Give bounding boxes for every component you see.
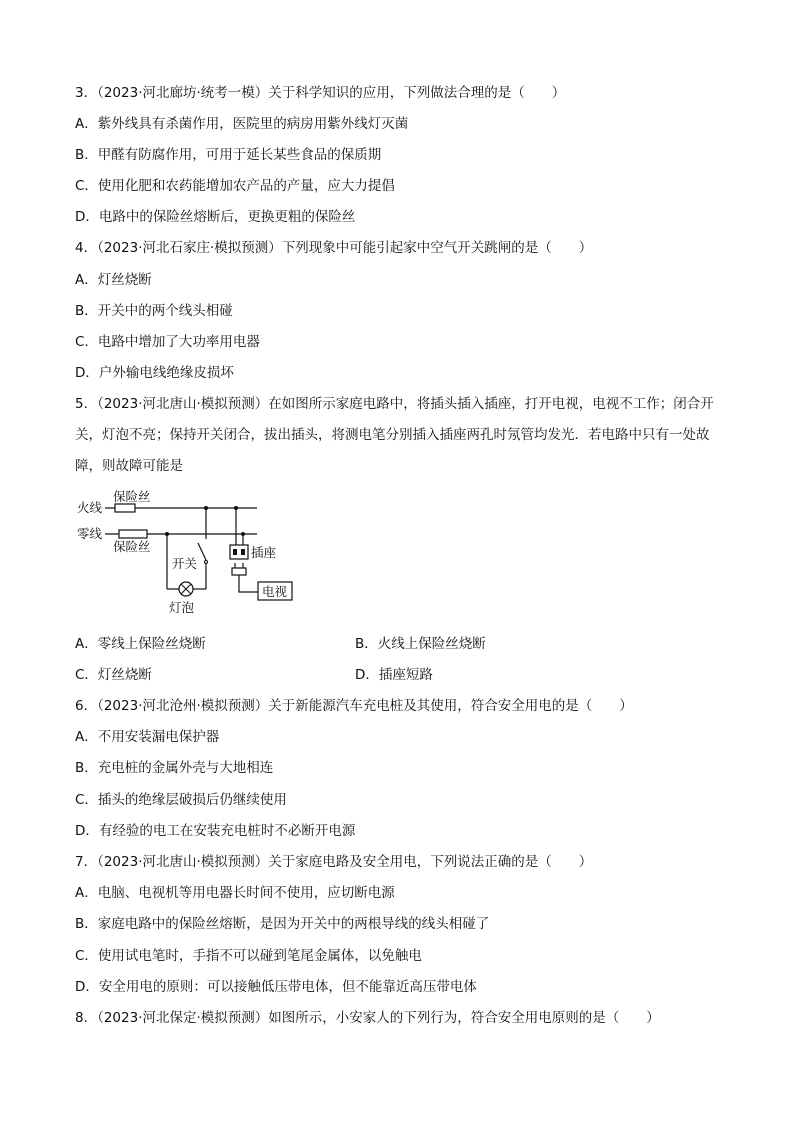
fuse-live <box>115 504 135 512</box>
question-4-stem: 4．（2023·河北石家庄·模拟预测）下列现象中可能引起家中空气开关跳闸的是（ ） <box>75 240 593 256</box>
label-live-wire: 火线 <box>77 500 103 515</box>
question-4-option-d: D．户外输电线绝缘皮损坏 <box>75 365 234 381</box>
question-6-stem: 6．（2023·河北沧州·模拟预测）关于新能源汽车充电桩及其使用，符合安全用电的是（ ） <box>75 698 633 714</box>
socket-icon <box>230 545 248 559</box>
switch-contact <box>205 561 208 564</box>
question-3-option-c: C．使用化肥和农药能增加农产品的产量，应大力提倡 <box>75 178 395 194</box>
label-tv: 电视 <box>262 584 288 599</box>
junction-dot <box>204 506 208 510</box>
label-socket: 插座 <box>251 545 277 560</box>
question-5-option-c: C．灯丝烧断 <box>75 667 152 683</box>
switch-blade <box>198 543 206 560</box>
question-7-option-a: A．电脑、电视机等用电器长时间不使用，应切断电源 <box>75 885 395 901</box>
question-6-option-b: B．充电桩的金属外壳与大地相连 <box>75 760 274 776</box>
question-3-option-a: A．紫外线具有杀菌作用，医院里的病房用紫外线灯灭菌 <box>75 116 409 132</box>
question-6-option-c: C．插头的绝缘层破损后仍继续使用 <box>75 792 287 808</box>
question-5-option-d: D．插座短路 <box>355 667 433 683</box>
question-6-option-d: D．有经验的电工在安装充电桩时不必断开电源 <box>75 823 356 839</box>
label-switch: 开关 <box>172 556 198 571</box>
question-6-option-a: A．不用安装漏电保护器 <box>75 729 220 745</box>
question-3-option-b: B．甲醛有防腐作用，可用于延长某些食品的保质期 <box>75 147 382 163</box>
question-8-stem: 8．（2023·河北保定·模拟预测）如图所示，小安家人的下列行为，符合安全用电原则的是（ ） <box>75 1010 660 1026</box>
question-4-option-c: C．电路中增加了大功率用电器 <box>75 334 260 350</box>
question-5-option-a: A．零线上保险丝烧断 <box>75 636 206 652</box>
label-bulb: 灯泡 <box>169 600 195 615</box>
question-7-stem: 7．（2023·河北唐山·模拟预测）关于家庭电路及安全用电，下列说法正确的是（ ） <box>75 854 593 870</box>
question-3-option-d: D．电路中的保险丝熔断后，更换更粗的保险丝 <box>75 209 356 225</box>
question-5-stem: 5．（2023·河北唐山·模拟预测）在如图所示家庭电路中，将插头插入插座，打开电视，电视不工作；闭合开关，灯泡不亮；保持开关闭合，拔出插头，将测电笔分别插入插座两孔时氖管均发光．若电路中只有一处故障，则故障可能是 <box>75 396 714 474</box>
question-4-option-a: A．灯丝烧断 <box>75 272 152 288</box>
question-4-option-b: B．开关中的两个线头相碰 <box>75 303 233 319</box>
fuse-neutral <box>119 530 147 538</box>
question-7-option-b: B．家庭电路中的保险丝熔断，是因为开关中的两根导线的线头相碰了 <box>75 916 490 932</box>
question-7-option-c: C．使用试电笔时，手指不可以碰到笔尾金属体，以免触电 <box>75 948 422 964</box>
question-7-option-d: D．安全用电的原则：可以接触低压带电体，但不能靠近高压带电体 <box>75 979 477 995</box>
label-fuse-top: 保险丝 <box>113 489 151 504</box>
circuit-diagram <box>75 489 305 615</box>
question-5-option-b: B．火线上保险丝烧断 <box>355 636 486 652</box>
plug-icon <box>232 563 246 575</box>
bulb-icon <box>179 582 193 596</box>
label-fuse-bottom: 保险丝 <box>113 539 151 554</box>
question-3-stem: 3．（2023·河北廊坊·统考一模）关于科学知识的应用，下列做法合理的是（ ） <box>75 85 566 101</box>
label-neutral-wire: 零线 <box>77 526 103 541</box>
